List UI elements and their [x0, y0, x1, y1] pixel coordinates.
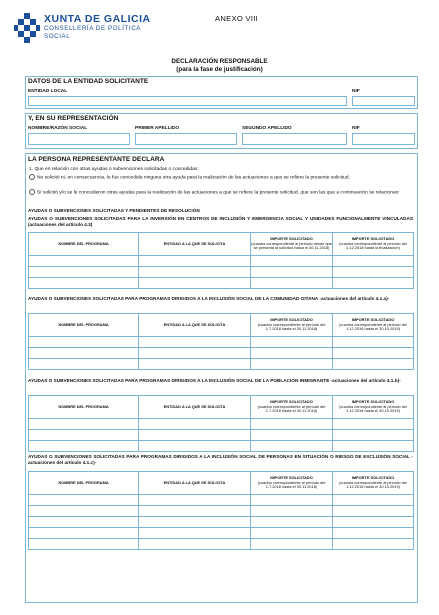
rep-nif-label: NIF: [352, 126, 360, 131]
col-entity: ENTIDAD A LA QUE SE SOLICITA: [139, 396, 251, 419]
aids-table-4: [28, 471, 414, 550]
annex-label: ANEXO VIII: [215, 14, 259, 23]
table-row: [29, 359, 414, 370]
organization-name: [44, 13, 151, 41]
rep-nif-field[interactable]: [352, 133, 415, 145]
declaration-heading: LA PERSONA REPRESENTANTE DECLARA: [28, 156, 165, 163]
page-header: [14, 12, 434, 52]
col-amount-2: IMPORTE SOLICITADO (cuantía correspondiente al período del 1.12.2018 hasta el 30.10.2019): [333, 314, 414, 337]
document-subtitle: (para la fase de justificación): [176, 66, 263, 73]
col-entity: ENTIDAD A LA QUE SE SOLICITA: [139, 472, 251, 495]
col-program: NOMBRE DEL PROGRAMA: [29, 233, 139, 256]
name-field[interactable]: [28, 133, 130, 145]
table-row: [29, 539, 414, 550]
table-row: [29, 441, 414, 452]
local-entity-label: ENTIDAD LOCAL: [28, 89, 68, 94]
representative-section: [25, 113, 418, 149]
surname2-field[interactable]: [242, 133, 347, 145]
local-entity-field[interactable]: [28, 96, 347, 106]
org-line-2: CONSELLERÍA DE POLÍTICA: [44, 25, 142, 32]
table-2-title: AYUDAS O SUBVENCIONES SOLICITADAS PARA PROGRAMAS DIRIGIDOS A LA INCLUSIÓN SOCIAL DE LA COMUNIDAD GITANA -actuaciones del artículo 4.1.a)-: [28, 296, 390, 301]
col-amount-1: IMPORTE SOLICITADO (cuantía correspondiente al período del 1.7.2018 hasta el 30.11.2018): [251, 314, 333, 337]
col-amount-2: IMPORTE SOLICITADO (cuantía correspondiente al período del 1.12.2018 hasta el 30.10.2019): [333, 396, 414, 419]
col-program: NOMBRE DEL PROGRAMA: [29, 314, 139, 337]
table-row: [29, 337, 414, 348]
table-row: [29, 517, 414, 528]
surname1-field[interactable]: [135, 133, 237, 145]
org-line-1: XUNTA DE GALICIA: [44, 13, 151, 25]
name-label: NOMBRE/RAZÓN SOCIAL: [28, 126, 88, 131]
col-amount-2: IMPORTE SOLICITADO (cuantía correspondiente al período del 1.12.2018 hasta el 30.10.2019): [333, 472, 414, 495]
option-no: [29, 174, 413, 181]
col-amount-1: IMPORTE SOLICITADO (cuantía correspondiente al período desde que se presenta la solicitud hasta el 30.11.2018): [251, 233, 333, 256]
option-yes: [29, 189, 413, 196]
aids-table-2: [28, 313, 414, 370]
radio-icon[interactable]: [29, 174, 35, 180]
table-row: [29, 267, 414, 278]
col-program: NOMBRE DEL PROGRAMA: [29, 472, 139, 495]
table-4-title: AYUDAS O SUBVENCIONES SOLICITADAS PARA PROGRAMAS DIRIGIDOS A LA INCLUSIÓN SOCIAL DE PERSONAS EN SITUACIÓN O RIESGO DE EXCLUSIÓN SOCIAL -actuaciones del artículo 4.1.c)-: [28, 454, 413, 465]
declaration-section: [25, 153, 418, 603]
col-amount-1: IMPORTE SOLICITADO (cuantía correspondiente al período del 1.7.2018 hasta el 30.11.2018): [251, 472, 333, 495]
table-row: [29, 495, 414, 506]
col-program: NOMBRE DEL PROGRAMA: [29, 396, 139, 419]
question-1: 1. Que en relación con otras ayudas o subvenciones solicitadas o concedidas:: [29, 167, 199, 172]
table-row: [29, 430, 414, 441]
table-1-title: AYUDAS O SUBVENCIONES SOLICITADAS PARA LA INVERSIÓN EN CENTROS DE INCLUSIÓN Y EMERGENCIA SOCIAL Y UNIDADES FUNCIONALMENTE VINCULADAS (actuaciones del artículo 4.3): [28, 216, 413, 227]
table-row: [29, 348, 414, 359]
entity-section: [25, 76, 418, 109]
table-3-title: AYUDAS O SUBVENCIONES SOLICITADAS PARA PROGRAMAS DIRIGIDOS A LA INCLUSIÓN SOCIAL DE LA POBLACIÓN INMIGRANTE -actuaciones del artículo 4.1.b)-: [28, 378, 401, 383]
aids-table-3: [28, 395, 414, 452]
radio-icon[interactable]: [29, 189, 35, 195]
entity-nif-field[interactable]: [352, 96, 415, 106]
entity-heading: DATOS DE LA ENTIDAD SOLICITANTE: [28, 78, 149, 85]
aids-heading: AYUDAS O SUBVENCIONES SOLICITADAS Y PENDIENTES DE RESOLUCIÓN: [28, 208, 200, 213]
xunta-cross-logo-icon: [14, 12, 40, 46]
option-yes-text: Sí solicitó y/o se le concedieron otras ayudas para la realización de las actuaciones a que se refiere la presente solicitud, que son las que a continuación se relacionan:: [37, 190, 400, 196]
entity-nif-label: NIF: [352, 89, 360, 94]
table-row: [29, 506, 414, 517]
col-amount-1: IMPORTE SOLICITADO (cuantía correspondiente al período del 1.7.2018 hasta el 30.11.2018): [251, 396, 333, 419]
col-amount-2: IMPORTE SOLICITADO (cuantía correspondiente al período del 1.12.2018 hasta la finalización): [333, 233, 414, 256]
table-row: [29, 256, 414, 267]
org-line-3: SOCIAL: [44, 33, 71, 40]
table-row: [29, 419, 414, 430]
table-row: [29, 528, 414, 539]
aids-table-1: [28, 232, 414, 289]
surname2-label: SEGUNDO APELLIDO: [242, 126, 292, 131]
table-row: [29, 278, 414, 289]
option-no-text: No solicitó ni, en consecuencia, le fue concedida ninguna otra ayuda para la realización de las actuaciones a que se refiere la presente solicitud.: [37, 175, 350, 181]
surname1-label: PRIMER APELLIDO: [135, 126, 180, 131]
col-entity: ENTIDAD A LA QUE SE SOLICITA: [139, 233, 251, 256]
representative-heading: Y, EN SU REPRESENTACIÓN: [28, 115, 119, 122]
document-title: DECLARACIÓN RESPONSABLE: [171, 58, 268, 65]
col-entity: ENTIDAD A LA QUE SE SOLICITA: [139, 314, 251, 337]
